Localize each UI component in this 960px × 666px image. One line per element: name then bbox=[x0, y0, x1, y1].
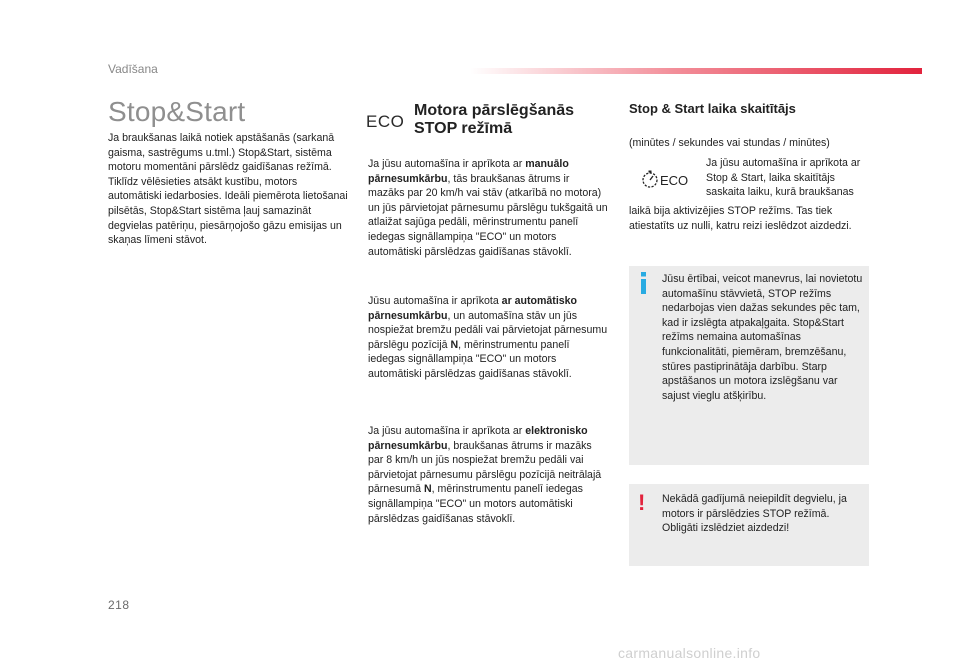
stopwatch-eco-icon bbox=[641, 169, 691, 189]
page-number: 218 bbox=[108, 598, 130, 612]
timer-units: (minūtes / sekundes vai stundas / minūtes) bbox=[629, 137, 830, 149]
text-run: Ja jūsu automašīna ir aprīkota ar bbox=[368, 158, 526, 170]
text-run: Ja jūsu automašīna ir aprīkota ar bbox=[368, 425, 526, 437]
text-run: , mērinstrumentu panelī iedegas signāllampiņa "ECO" un motors automātiski pārslēdzas gaidīšanas stāvoklī. bbox=[368, 338, 572, 380]
text-run: Jūsu automašīna ir aprīkota bbox=[368, 295, 502, 307]
stop-mode-heading: Motora pārslēgšanās STOP režīmā bbox=[414, 102, 575, 137]
warning-note-text: Nekādā gadījumā neiepildīt degvielu, ja motors ir pārslēdzies STOP režīmā. Obligāti izslēdziet aizdedzi! bbox=[662, 493, 847, 535]
timer-description-continued: laikā bija aktivizējies STOP režīms. Tas tiek atiestatīts uz nulli, katru reizi ieslēdzot aizdedzi. bbox=[629, 205, 852, 232]
watermark: carmanualsonline.info bbox=[618, 645, 761, 661]
warning-icon: ! bbox=[638, 490, 646, 515]
page-title: Stop&Start bbox=[108, 96, 246, 127]
automatic-gearbox-paragraph bbox=[368, 294, 608, 382]
text-run: , mērinstrumentu panelī iedegas signāllampiņa "ECO" un motors automātiski pārslēdzas gaidīšanas stāvoklī. bbox=[368, 483, 583, 525]
emphasis-electronic-gearbox: elektronisko pārnesumkārbu bbox=[368, 425, 588, 452]
emphasis-neutral: N bbox=[423, 483, 432, 496]
text-run: , braukšanas ātrums ir mazāks par 8 km/h un jūs nospiežat bremžu pedāli vai pārvietojat pārnesumu pārslēgu pozīcijā neitrālajā pārnesumā bbox=[368, 439, 602, 496]
intro-paragraph: Ja braukšanas laikā notiek apstāšanās (sarkanā gaisma, sastrēgums u.tml.) Stop&Start, sistēma motoru momentāni pārslēdz gaidīšanas režīmā. Tiklīdz vēlēsieties atsākt kustību, motors automātiski iedarbosies. Ideāli piemērota lietošanai pilsētās, Stop&Start sistēma ļauj samazināt degvielas patēriņu, piesārņojošo gāzu emisijas un skaņas līmeni stāvot. bbox=[108, 132, 348, 247]
header-accent-bar bbox=[470, 68, 922, 74]
eco-icon-label: ECO bbox=[366, 112, 405, 131]
info-icon bbox=[635, 272, 653, 294]
timer-heading: Stop & Start laika skaitītājs bbox=[629, 101, 796, 116]
emphasis-automatic-gearbox: ar automātisko pārnesumkārbu bbox=[368, 295, 578, 322]
section-label: Vadīšana bbox=[108, 62, 158, 76]
timer-icon-label: ECO bbox=[660, 173, 689, 188]
info-note-text: Jūsu ērtībai, veicot manevrus, lai novietotu automašīnu stāvvietā, STOP režīms nedarbojas vien dažas sekundes pēc tam, kad ir izslēgta atpakaļgaita. Stop&Start režīms nemaina automašīnas funkcionalitāti, piemēram, bremzēšanu, stūres pastiprinātāja darbību. Starp apstāšanos un motora izslēgšanu var sajust vieglu atšķirību. bbox=[662, 273, 863, 402]
text-run: , un automašīna stāv un jūs nospiežat bremžu pedāli vai pārvietojat pārnesumu pārslēgu pozīcijā bbox=[368, 309, 608, 351]
timer-description: Ja jūsu automašīna ir aprīkota ar Stop & Start, laika skaitītājs saskaita laiku, kurā braukšanas bbox=[706, 157, 861, 199]
text-run: , tās braukšanas ātrums ir mazāks par 20 km/h vai stāv (atkarībā no motora) un jūs pārvietojat pārnesumu pārslēgu tukšgaitā un atlaižat sajūga pedāli, mērinstrumentu panelī iedegas signāllampiņa "ECO" un motors automātiski pārslēdzas gaidīšanas stāvoklī. bbox=[368, 172, 608, 258]
emphasis-manual-gearbox: manuālo pārnesumkārbu bbox=[368, 158, 569, 185]
electronic-gearbox-paragraph bbox=[368, 424, 608, 526]
emphasis-neutral: N bbox=[450, 338, 459, 351]
manual-gearbox-paragraph bbox=[368, 157, 608, 259]
eco-icon bbox=[366, 112, 404, 132]
